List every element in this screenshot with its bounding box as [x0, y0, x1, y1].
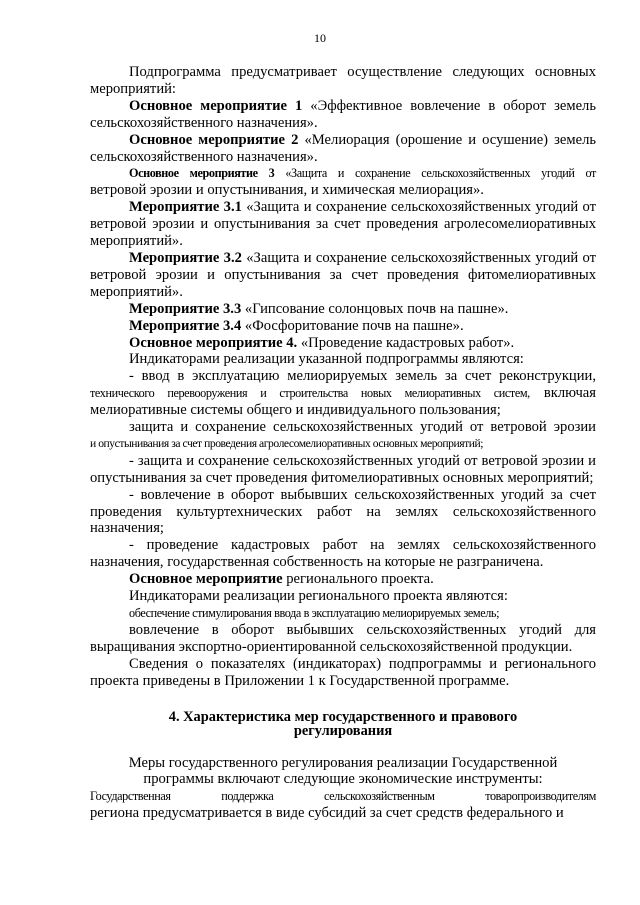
paragraph-regional-measure — [90, 571, 596, 588]
paragraph-indicator-2-cont: и опустынивания за счет проведения агролесомелиоративных основных мероприятий; — [90, 436, 484, 450]
paragraph-main-measure-4 — [90, 335, 596, 352]
measure-text: «Защита и сохранение сельскохозяйственных угодий от ветровой эрозии и опустынивания за счет проведения фитомелиоративных мероприятий». — [90, 249, 596, 300]
measure-text: «Гипсование солонцовых почв на пашне». — [241, 300, 509, 317]
paragraph-main-measure-3 — [90, 165, 596, 182]
paragraph-measure-3-4 — [90, 318, 596, 335]
measure-text: регионального проекта. — [282, 571, 434, 588]
measure-label: Основное мероприятие — [129, 571, 283, 588]
measure-label: Основное мероприятие 1 — [129, 97, 303, 114]
page-number: 10 — [314, 31, 326, 45]
measure-label: Мероприятие 3.2 — [129, 249, 242, 266]
paragraph-measure-3-2 — [90, 250, 596, 301]
measure-text: «Проведение кадастровых работ». — [297, 334, 515, 351]
paragraph-measures-line-1: Меры государственного регулирования реализации Государственной — [128, 754, 558, 771]
paragraph-indicator-4: - вовлечение в оборот выбывших сельскохозяйственных угодий за счет проведения культуртехнических работ на землях сельскохозяйственного назначения; — [90, 486, 596, 537]
paragraph-regional-indicator-1: обеспечение стимулирования ввода в эксплуатацию мелиорируемых земель; — [129, 606, 500, 620]
paragraph-indicator-3: - защита и сохранение сельскохозяйственных угодий от ветровой эрозии и опустынивания за счет проведения фитомелиоративных основных мероприятий; — [90, 452, 596, 486]
paragraph-main-measure-1 — [90, 98, 596, 132]
paragraph-indicator-2: защита и сохранение сельскохозяйственных угодий от ветровой эрозии — [129, 419, 596, 436]
paragraph-indicator-1-cont: технического перевооружения и строительства новых мелиоративных систем, включая мелиоративные системы общего и индивидуального пользования; — [90, 385, 596, 419]
paragraph-indicator-1: - ввод в эксплуатацию мелиорируемых земель за счет реконструкции, — [129, 368, 596, 385]
measure-label: Основное мероприятие 3 — [129, 166, 275, 181]
measure-text: «Защита и сохранение сельскохозяйственных угодий от ветровой эрозии и опустынивания за счет проведения агролесомелиоративных мероприятий». — [90, 199, 596, 250]
measure-text: «Мелиорация (орошение и осушение) земель сельскохозяйственного назначения». — [90, 131, 597, 165]
paragraph-measure-3-3 — [90, 301, 596, 318]
paragraph-main-measure-3-cont: ветровой эрозии и опустынивания, и химическая мелиорация». — [90, 182, 484, 199]
measure-text: «Защита и сохранение сельскохозяйственных угодий от — [274, 166, 596, 181]
paragraph-info: Сведения о показателях (индикаторах) подпрограммы и регионального проекта приведены в Приложении 1 к Государственной программе. — [90, 655, 596, 689]
paragraph-measures-line-2: программы включают следующие экономические инструменты: — [143, 771, 543, 788]
paragraph-indicators-intro: Индикаторами реализации указанной подпрограммы являются: — [129, 351, 524, 368]
section-heading-line-2: регулирования — [293, 723, 393, 740]
measure-label: Мероприятие 3.3 — [129, 300, 242, 317]
measure-label: Мероприятие 3.1 — [129, 199, 242, 216]
paragraph-main-measure-2 — [90, 132, 596, 166]
measure-label: Мероприятие 3.4 — [129, 317, 242, 334]
paragraph-intro: Подпрограмма предусматривает осуществление следующих основных мероприятий: — [90, 64, 596, 97]
measure-label: Основное мероприятие 2 — [129, 131, 299, 148]
section-heading-line-1: 4. Характеристика мер государственного и правового — [168, 708, 518, 725]
paragraph-support-cont: региона предусматривается в виде субсидий за счет средств федерального и — [90, 805, 564, 822]
measure-text: «Эффективное вовлечение в оборот земель сельскохозяйственного назначения». — [90, 97, 596, 131]
measure-label: Основное мероприятие 4. — [129, 334, 298, 351]
paragraph-indicator-5: - проведение кадастровых работ на землях сельскохозяйственного назначения, государственная собственность на которые не разграничена. — [90, 537, 596, 571]
measure-text: «Фосфоритование почв на пашне». — [241, 317, 464, 334]
paragraph-regional-indicator-2: вовлечение в оборот выбывших сельскохозяйственных угодий для выращивания экспортно-ориентированной сельскохозяйственной продукции. — [90, 621, 596, 655]
section-heading — [90, 710, 596, 739]
paragraph-regional-indicators-intro: Индикаторами реализации регионального проекта являются: — [129, 588, 508, 605]
paragraph-support: Государственная поддержка сельскохозяйственным товаропроизводителям — [90, 789, 596, 804]
paragraph-measure-3-1 — [90, 199, 596, 250]
document-body — [90, 64, 596, 822]
